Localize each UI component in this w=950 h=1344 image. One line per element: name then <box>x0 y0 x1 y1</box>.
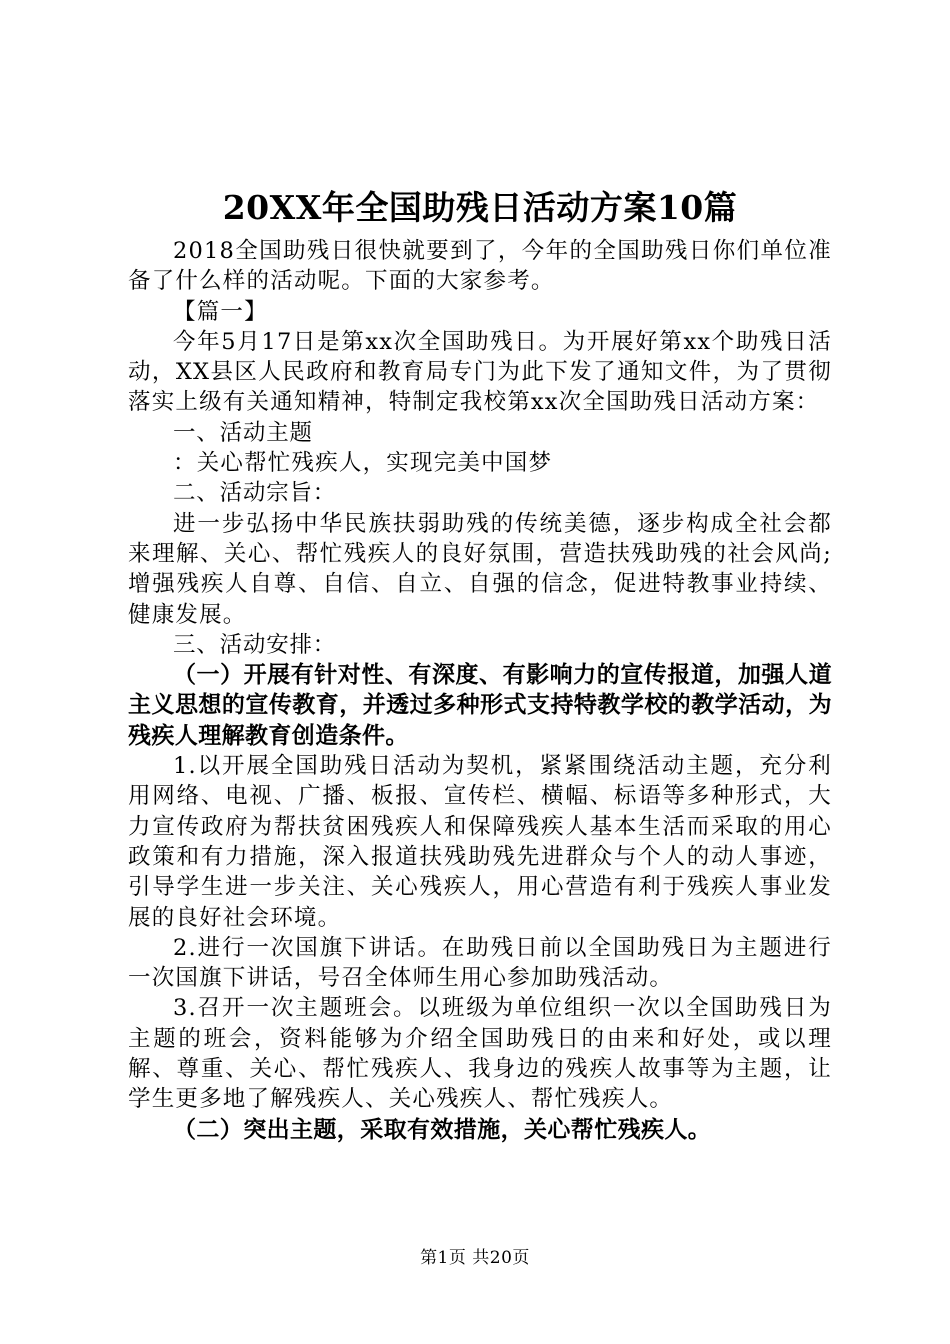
page-footer: 第1页 共20页 <box>420 1248 530 1268</box>
intro-paragraph: 2018全国助残日很快就要到了，今年的全国助残日你们单位准备了什么样的活动呢。下面的大家参考。 <box>128 238 832 295</box>
heading-activity-purpose: 二、活动宗旨： <box>173 480 337 507</box>
subheading-two: （二）突出主题，采取有效措施，关心帮忙残疾人。 <box>173 1116 712 1143</box>
activity-purpose-text: 进一步弘扬中华民族扶弱助残的传统美德，逐步构成全社会都来理解、关心、帮忙残疾人的良好氛围，营造扶残助残的社会风尚;增强残疾人自尊、自信、自立、自强的信念，促进特教事业持续、健康发展。 <box>128 510 832 628</box>
body-paragraph: 今年5月17日是第xx次全国助残日。为开展好第xx个助残日活动，XX县区人民政府和教育局专门为此下发了通知文件，为了贯彻落实上级有关通知精神，特制定我校第xx次全国助残日活动方案： <box>128 328 832 416</box>
list-item: 1.以开展全国助残日活动为契机，紧紧围绕活动主题，充分利用网络、电视、广播、板报、宣传栏、横幅、标语等多种形式，大力宣传政府为帮扶贫困残疾人和保障残疾人基本生活而采取的用心政策和有力措施，深入报道扶残助残先进群众与个人的动人事迹，引导学生进一步关注、关心残疾人，用心营造有利于残疾人事业发展的良好社会环境。 <box>128 753 832 931</box>
list-item: 2.进行一次国旗下讲话。在助残日前以全国助残日为主题进行一次国旗下讲话，号召全体师生用心参加助残活动。 <box>128 934 832 992</box>
heading-activity-arrangement: 三、活动安排： <box>173 631 337 658</box>
section-label-part-one: 【篇一】 <box>173 298 268 325</box>
subheading-one: （一）开展有针对性、有深度、有影响力的宣传报道，加强人道主义思想的宣传教育，并透过多种形式支持特教学校的教学活动，为残疾人理解教育创造条件。 <box>128 662 832 749</box>
document-title: 20XX年全国助残日活动方案10篇 <box>222 188 738 227</box>
heading-activity-theme: 一、活动主题 <box>173 419 313 446</box>
list-item: 3.召开一次主题班会。以班级为单位组织一次以全国助残日为主题的班会，资料能够为介绍全国助残日的由来和好处，或以理解、尊重、关心、帮忙残疾人、我身边的残疾人故事等为主题，让学生更多地了解残疾人、关心残疾人、帮忙残疾人。 <box>128 995 832 1113</box>
activity-theme-text: ：关心帮忙残疾人，实现完美中国梦 <box>173 450 553 477</box>
document-page <box>128 180 832 1145</box>
